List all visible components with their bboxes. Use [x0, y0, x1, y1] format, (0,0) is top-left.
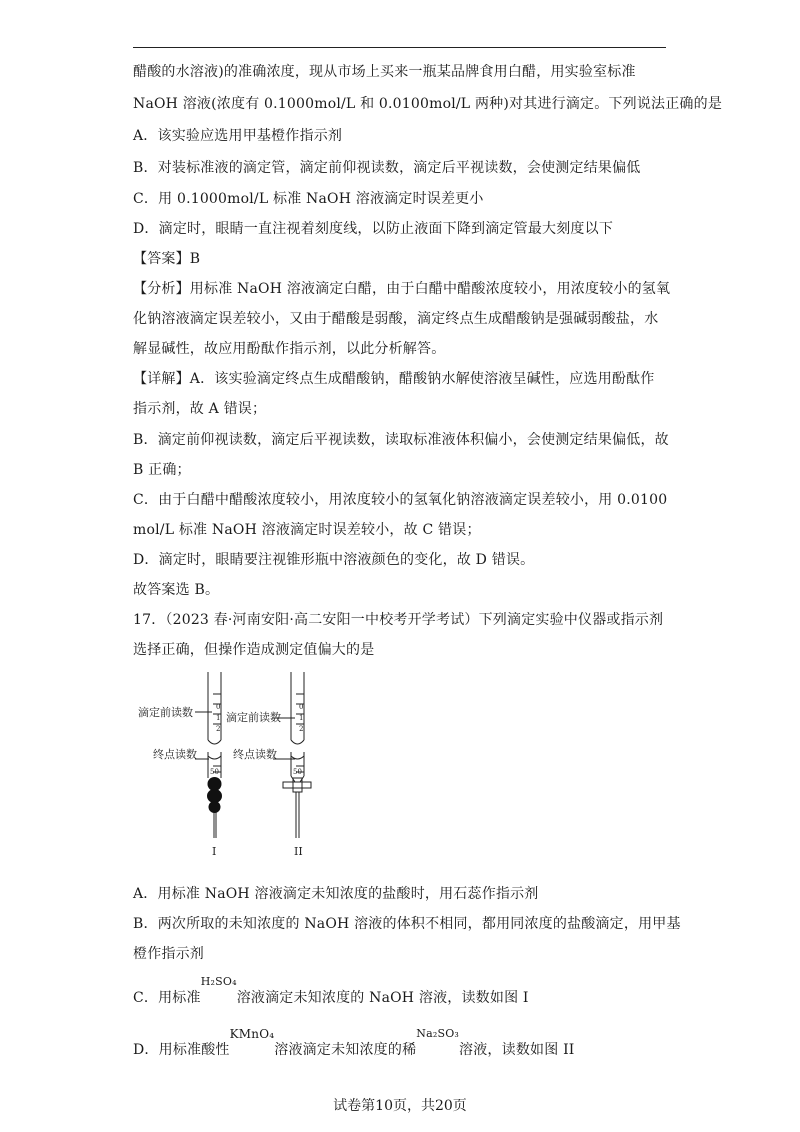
formula-h2so4: H₂SO₄	[200, 975, 237, 988]
caption-i: I	[212, 845, 217, 858]
tick-i-0: 0	[216, 703, 221, 711]
detail-line-6: mol/L 标准 NaOH 溶液滴定时误差较小，故 C 错误；	[133, 522, 481, 538]
formula-na2so3: Na₂SO₃	[416, 1027, 460, 1040]
label-i-end: 终点读数	[153, 748, 197, 761]
page-footer: 试卷第10页，共20页	[333, 1098, 467, 1114]
rubber-tube-beads	[207, 777, 222, 813]
option-17-a: A．用标准 NaOH 溶液滴定未知浓度的盐酸时，用石蕊作指示剂	[133, 886, 539, 902]
tick-ii-2: 2	[299, 725, 304, 733]
label-ii-start: 滴定前读数	[226, 711, 281, 724]
tick-i-1: 1	[216, 714, 221, 722]
option-17-d-suffix: 溶液，读数如图 II	[459, 1042, 575, 1058]
caption-ii: II	[294, 845, 303, 858]
analysis-line-3: 解显碱性，故应用酚酞作指示剂，以此分析解答。	[133, 341, 446, 357]
burette-figure	[133, 668, 333, 863]
option-17-c-suffix: 溶液滴定未知浓度的 NaOH 溶液，读数如图 I	[236, 990, 529, 1006]
tick-i-50: 50	[210, 768, 219, 776]
tick-i-2: 2	[216, 725, 221, 733]
label-ii-end: 终点读数	[233, 748, 277, 761]
option-c: C．用 0.1000mol/L 标准 NaOH 溶液滴定时误差更小	[133, 191, 484, 207]
analysis-line-2: 化钠溶液滴定误差较小，又由于醋酸是弱酸，滴定终点生成醋酸钠是强碱弱酸盐，水	[133, 311, 659, 327]
detail-line-7: D．滴定时，眼睛要注视锥形瓶中溶液颜色的变化，故 D 错误。	[133, 552, 535, 568]
question-17-line-1: 17．（2023 春·河南安阳·高二安阳一中校考开学考试）下列滴定实验中仪器或指示剂	[133, 612, 664, 628]
option-b: B．对装标准液的滴定管，滴定前仰视读数，滴定后平视读数，会使测定结果偏低	[133, 160, 641, 176]
detail-line-2: 指示剂，故 A 错误；	[133, 401, 267, 417]
option-17-d-middle: 溶液滴定未知浓度的稀	[274, 1042, 417, 1058]
detail-line-5: C．由于白醋中醋酸浓度较小，用浓度较小的氢氧化钠溶液滴定误差较小，用 0.0100	[133, 492, 668, 508]
tick-ii-1: 1	[299, 714, 304, 722]
detail-line-3: B．滴定前仰视读数，滴定后平视读数，读取标准液体积偏小，会使测定结果偏低，故	[133, 432, 669, 448]
option-d: D．滴定时，眼睛一直注视着刻度线，以防止液面下降到滴定管最大刻度以下	[133, 221, 614, 237]
analysis-line-1: 【分析】用标准 NaOH 溶液滴定白醋，由于白醋中醋酸浓度较小，用浓度较小的氢氧	[133, 281, 671, 297]
answer-line: 【答案】B	[133, 251, 201, 267]
detail-line-4: B 正确；	[133, 462, 191, 478]
detail-line-1: 【详解】A．该实验滴定终点生成醋酸钠，醋酸钠水解使溶液呈碱性，应选用酚酞作	[133, 371, 655, 387]
tick-ii-50: 50	[293, 768, 302, 776]
option-17-c	[133, 975, 529, 1008]
conclusion-line: 故答案选 B。	[133, 582, 220, 598]
option-17-d	[133, 1027, 575, 1060]
option-17-b-line-2: 橙作指示剂	[133, 946, 204, 962]
option-17-b-line-1: B．两次所取的未知浓度的 NaOH 溶液的体积不相同，都用同浓度的盐酸滴定，用甲基	[133, 916, 681, 932]
question-text-line-2: NaOH 溶液(浓度有 0.1000mol/L 和 0.0100mol/L 两种)对其进行滴定。下列说法正确的是	[133, 96, 723, 112]
burette-ii-bottom	[283, 752, 311, 838]
option-17-d-prefix: D．用标准酸性	[133, 1042, 230, 1058]
question-17-line-2: 选择正确，但操作造成测定值偏大的是	[133, 642, 375, 658]
header-rule	[133, 47, 666, 48]
option-a: A．该实验应选用甲基橙作指示剂	[133, 128, 343, 144]
option-17-c-prefix: C．用标准	[133, 990, 201, 1006]
question-text-line-1: 醋酸的水溶液)的准确浓度，现从市场上买来一瓶某品牌食用白醋，用实验室标准	[133, 64, 636, 80]
formula-kmno4: KMnO₄	[229, 1027, 275, 1041]
label-i-start: 滴定前读数	[138, 706, 193, 719]
tick-ii-0: 0	[299, 703, 304, 711]
